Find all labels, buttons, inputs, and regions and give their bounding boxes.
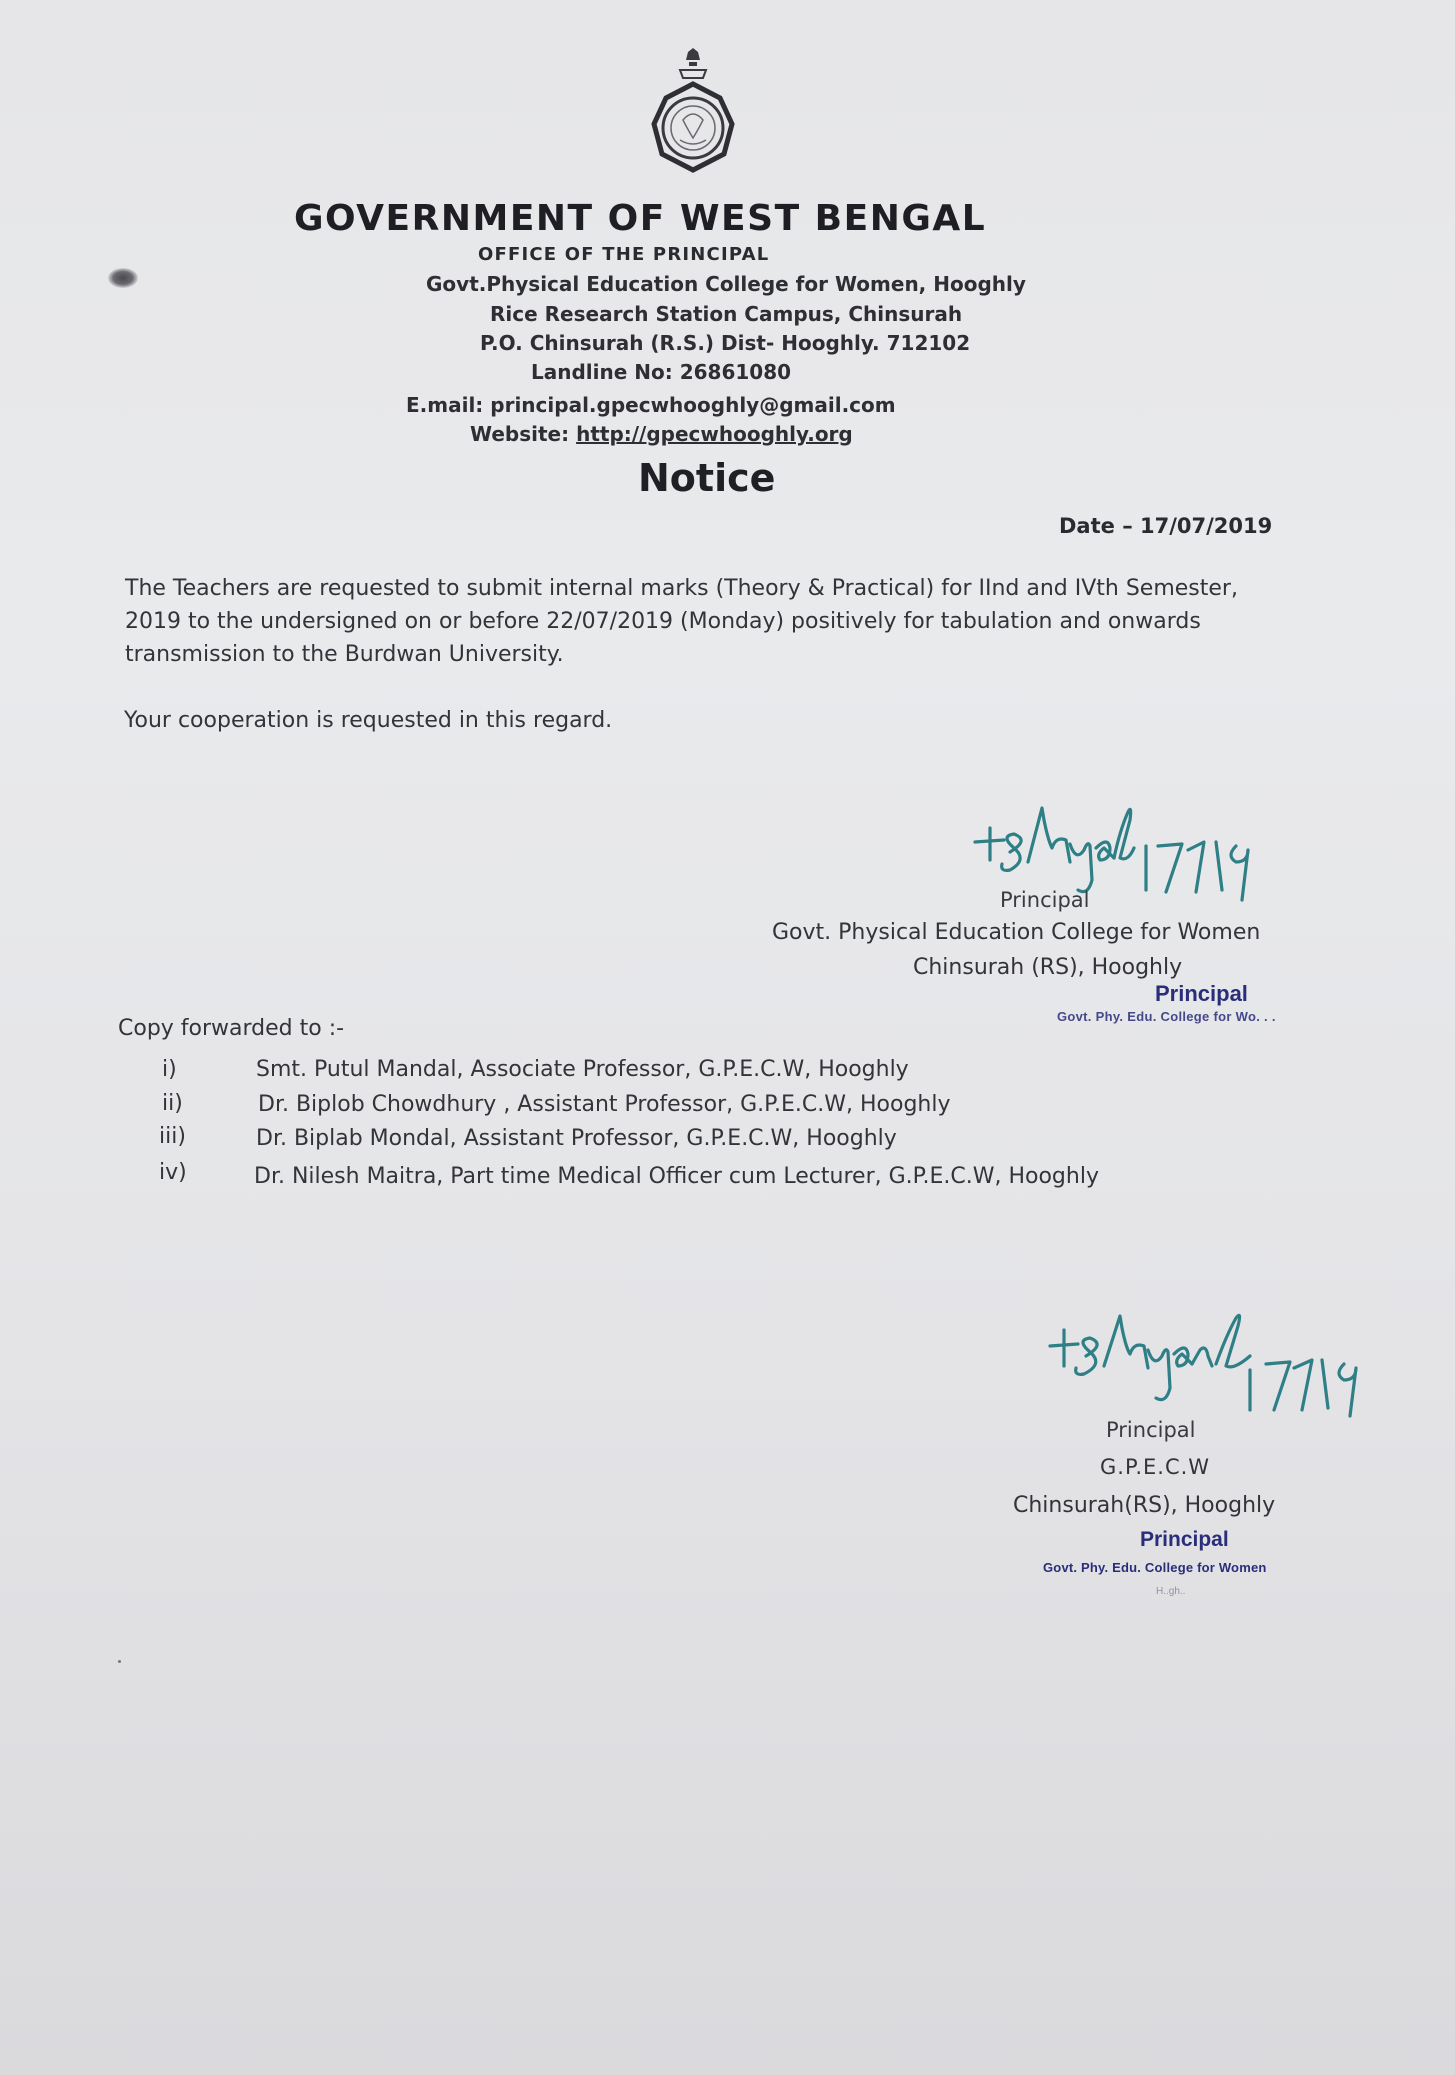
landline: Landline No: 26861080 (531, 360, 792, 384)
email: E.mail: principal.gpecwhooghly@gmail.com (406, 393, 896, 417)
copy-forwarded-heading: Copy forwarded to :- (118, 1016, 345, 1041)
college-name: Govt.Physical Education College for Women, Hooghly (426, 272, 1026, 296)
cooperation-text: Your cooperation is requested in this regard. (124, 708, 613, 733)
postal-address: P.O. Chinsurah (R.S.) Dist- Hooghly. 712102 (480, 331, 971, 355)
stamp-college-1: Govt. Phy. Edu. College for Wo. . . (1057, 1009, 1276, 1024)
list-item: Dr. Biplab Mondal, Assistant Professor, G.P.E.C.W, Hooghly (256, 1126, 897, 1151)
notice-date: Date – 17/07/2019 (1059, 514, 1273, 538)
notice-title: Notice (638, 456, 776, 500)
principal-designation-1: Principal (1000, 888, 1090, 912)
principal-institution-1: Govt. Physical Education College for Women (772, 920, 1261, 945)
principal-designation-2: Principal (1106, 1418, 1196, 1442)
principal-location-2: Chinsurah(RS), Hooghly (1013, 1493, 1276, 1518)
principal-location-1: Chinsurah (RS), Hooghly (913, 955, 1183, 980)
website-label: Website: (470, 422, 577, 446)
ink-smudge (108, 268, 138, 288)
list-item: Smt. Putul Mandal, Associate Professor, G.P.E.C.W, Hooghly (256, 1057, 909, 1082)
stamp-college-2: Govt. Phy. Edu. College for Women (1043, 1560, 1267, 1575)
list-item: Dr. Biplob Chowdhury , Assistant Professor, G.P.E.C.W, Hooghly (258, 1092, 951, 1117)
list-item: Dr. Nilesh Maitra, Part time Medical Officer cum Lecturer, G.P.E.C.W, Hooghly (254, 1164, 1099, 1189)
stamp-principal-2: Principal (1140, 1528, 1229, 1551)
stamp-sub-2: H..gh.. (1156, 1586, 1186, 1597)
office-title: OFFICE OF THE PRINCIPAL (478, 244, 770, 265)
handwritten-signature-2 (1040, 1310, 1420, 1430)
principal-institution-2: G.P.E.C.W (1100, 1455, 1211, 1479)
list-item-number: i) (162, 1057, 177, 1082)
notice-body: The Teachers are requested to submit internal marks (Theory & Practical) for IInd and IVth Semester, 2019 to the undersigned on or before 22/07/2019 (Monday) positively for tabulation and onwards transmission to the Burdwan University. (125, 576, 1238, 667)
list-item-number: ii) (162, 1091, 183, 1116)
list-item-number: iv) (159, 1160, 187, 1185)
paper-speck (118, 1660, 121, 1663)
state-emblem-icon (628, 48, 758, 198)
list-item-number: iii) (159, 1124, 186, 1149)
government-title: GOVERNMENT OF WEST BENGAL (294, 198, 987, 239)
stamp-principal-1: Principal (1155, 981, 1248, 1006)
website-link[interactable]: http://gpecwhooghly.org (576, 422, 853, 446)
campus-address: Rice Research Station Campus, Chinsurah (490, 302, 963, 326)
website (470, 422, 853, 446)
